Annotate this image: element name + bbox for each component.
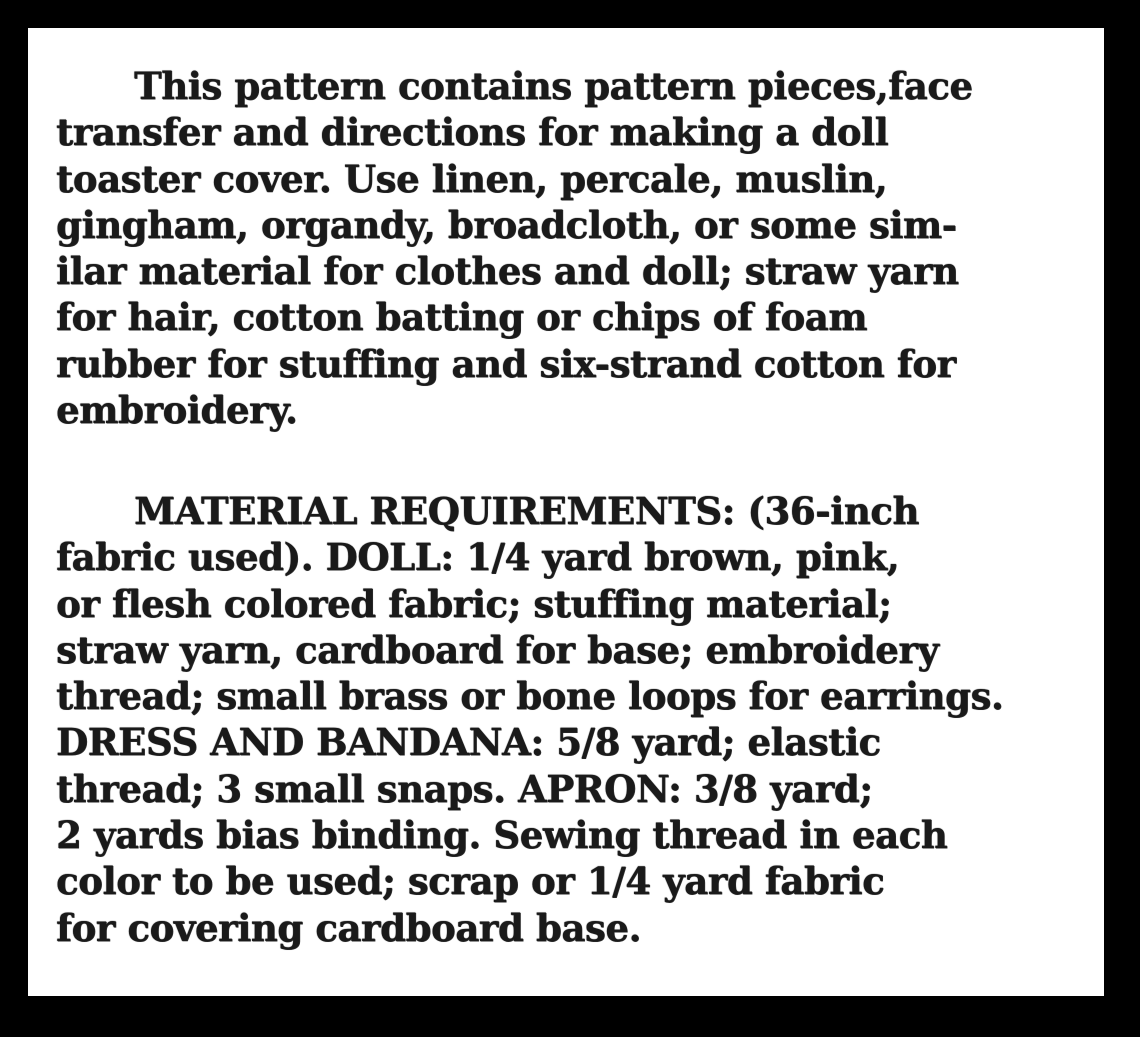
text-line: thread; small brass or bone loops for earrings. xyxy=(56,674,1004,719)
material-requirements-paragraph xyxy=(56,488,1076,951)
text-line: 2 yards bias binding. Sewing thread in each xyxy=(56,813,948,858)
text-line: for covering cardboard base. xyxy=(56,905,641,950)
text-line: thread; 3 small snaps. APRON: 3/8 yard; xyxy=(56,766,873,811)
text-line: This pattern contains pattern pieces,face xyxy=(134,64,973,108)
text-line: ilar material for clothes and doll; straw yarn xyxy=(56,249,959,294)
text-line: rubber for stuffing and six-strand cotton for xyxy=(56,341,956,386)
text-line: color to be used; scrap or 1/4 yard fabric xyxy=(56,859,885,904)
text-line: transfer and directions for making a doll xyxy=(56,110,889,155)
scanned-page xyxy=(28,28,1104,996)
text-line: DRESS AND BANDANA: 5/8 yard; elastic xyxy=(56,720,881,765)
text-line: straw yarn, cardboard for base; embroidery xyxy=(56,627,939,672)
text-line: toaster cover. Use linen, percale, muslin, xyxy=(56,156,888,201)
text-line: or flesh colored fabric; stuffing material; xyxy=(56,581,892,626)
text-line: embroidery. xyxy=(56,388,298,433)
text-line: fabric used). DOLL: 1/4 yard brown, pink, xyxy=(56,535,900,580)
text-line: MATERIAL REQUIREMENTS: (36-inch xyxy=(134,489,919,533)
intro-paragraph xyxy=(56,63,1076,433)
text-line: gingham, organdy, broadcloth, or some sim- xyxy=(56,202,957,247)
text-line: for hair, cotton batting or chips of foam xyxy=(56,295,867,340)
